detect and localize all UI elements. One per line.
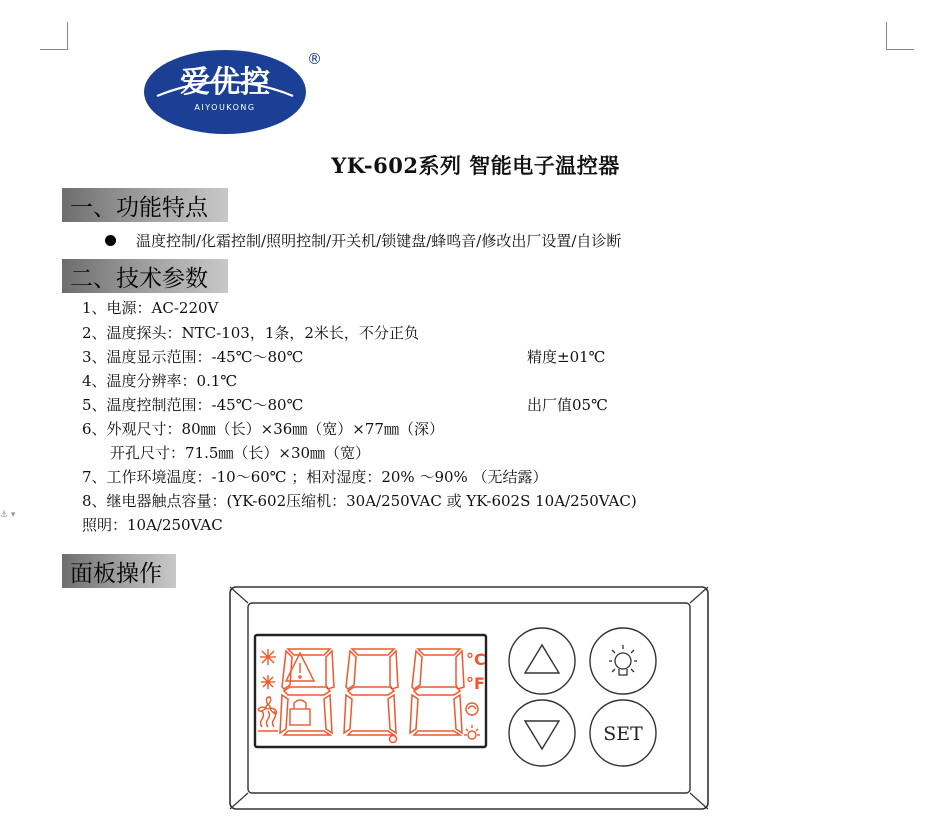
- spec-line: 6、外观尺寸：80㎜（长）×36㎜（宽）×77㎜（深）: [82, 420, 444, 438]
- section-heading-specs: 二、技术参数: [62, 259, 228, 293]
- light-button[interactable]: [590, 628, 656, 694]
- snowflake-icon: [260, 649, 276, 665]
- set-button-label: SET: [603, 723, 643, 745]
- spec-line: 照明：10A/250VAC: [82, 516, 223, 534]
- features-list-item: [105, 230, 621, 251]
- unit-celsius: °C: [466, 650, 486, 669]
- spec-line: 3、温度显示范围：-45℃～80℃: [82, 348, 304, 366]
- registered-mark: ®: [307, 50, 322, 68]
- margin-anchor-icon: ⚓ ▾: [0, 510, 16, 520]
- down-button[interactable]: [509, 700, 575, 766]
- features-text: 温度控制/化霜控制/照明控制/开关机/锁键盘/蜂鸣音/修改出厂设置/自诊断: [136, 232, 622, 250]
- section-heading-features: 一、功能特点: [62, 188, 228, 222]
- spec-line: 4、温度分辨率：0.1℃: [82, 372, 238, 390]
- crop-mark-top-right: [886, 22, 914, 50]
- spec-line: 开孔尺寸：71.5㎜（长）×30㎜（宽）: [110, 444, 371, 462]
- crop-mark-top-left: [40, 22, 68, 50]
- bullet-icon: [105, 235, 116, 246]
- set-button[interactable]: [590, 700, 656, 766]
- spec-factory-value: 出厂值05℃: [527, 396, 608, 414]
- section-heading-panel: 面板操作: [62, 554, 176, 588]
- defrost-icon: [261, 675, 275, 689]
- up-button[interactable]: [509, 628, 575, 694]
- spec-line: 8、继电器触点容量：(YK-602压缩机：30A/250VAC 或 YK-602S 10A/250VAC): [82, 492, 637, 510]
- spec-line: 7、工作环境温度：-10～60℃ ；相对湿度：20% ～90% （无结露）: [82, 468, 548, 486]
- spec-line: 5、温度控制范围：-45℃～80℃: [82, 396, 304, 414]
- controller-panel: [228, 585, 710, 811]
- svg-text:AIYOUKONG: AIYOUKONG: [194, 103, 256, 112]
- svg-text:爱优控: 爱优控: [180, 65, 270, 100]
- document-title: YK-602系列 智能电子温控器: [331, 153, 620, 178]
- spec-line: 1、电源：AC-220V: [82, 299, 219, 317]
- unit-fahrenheit: °F: [466, 674, 485, 693]
- spec-precision: 精度±01℃: [527, 348, 606, 366]
- spec-line: 2、温度探头：NTC-103，1条，2米长，不分正负: [82, 324, 419, 342]
- brand-logo: [143, 48, 308, 136]
